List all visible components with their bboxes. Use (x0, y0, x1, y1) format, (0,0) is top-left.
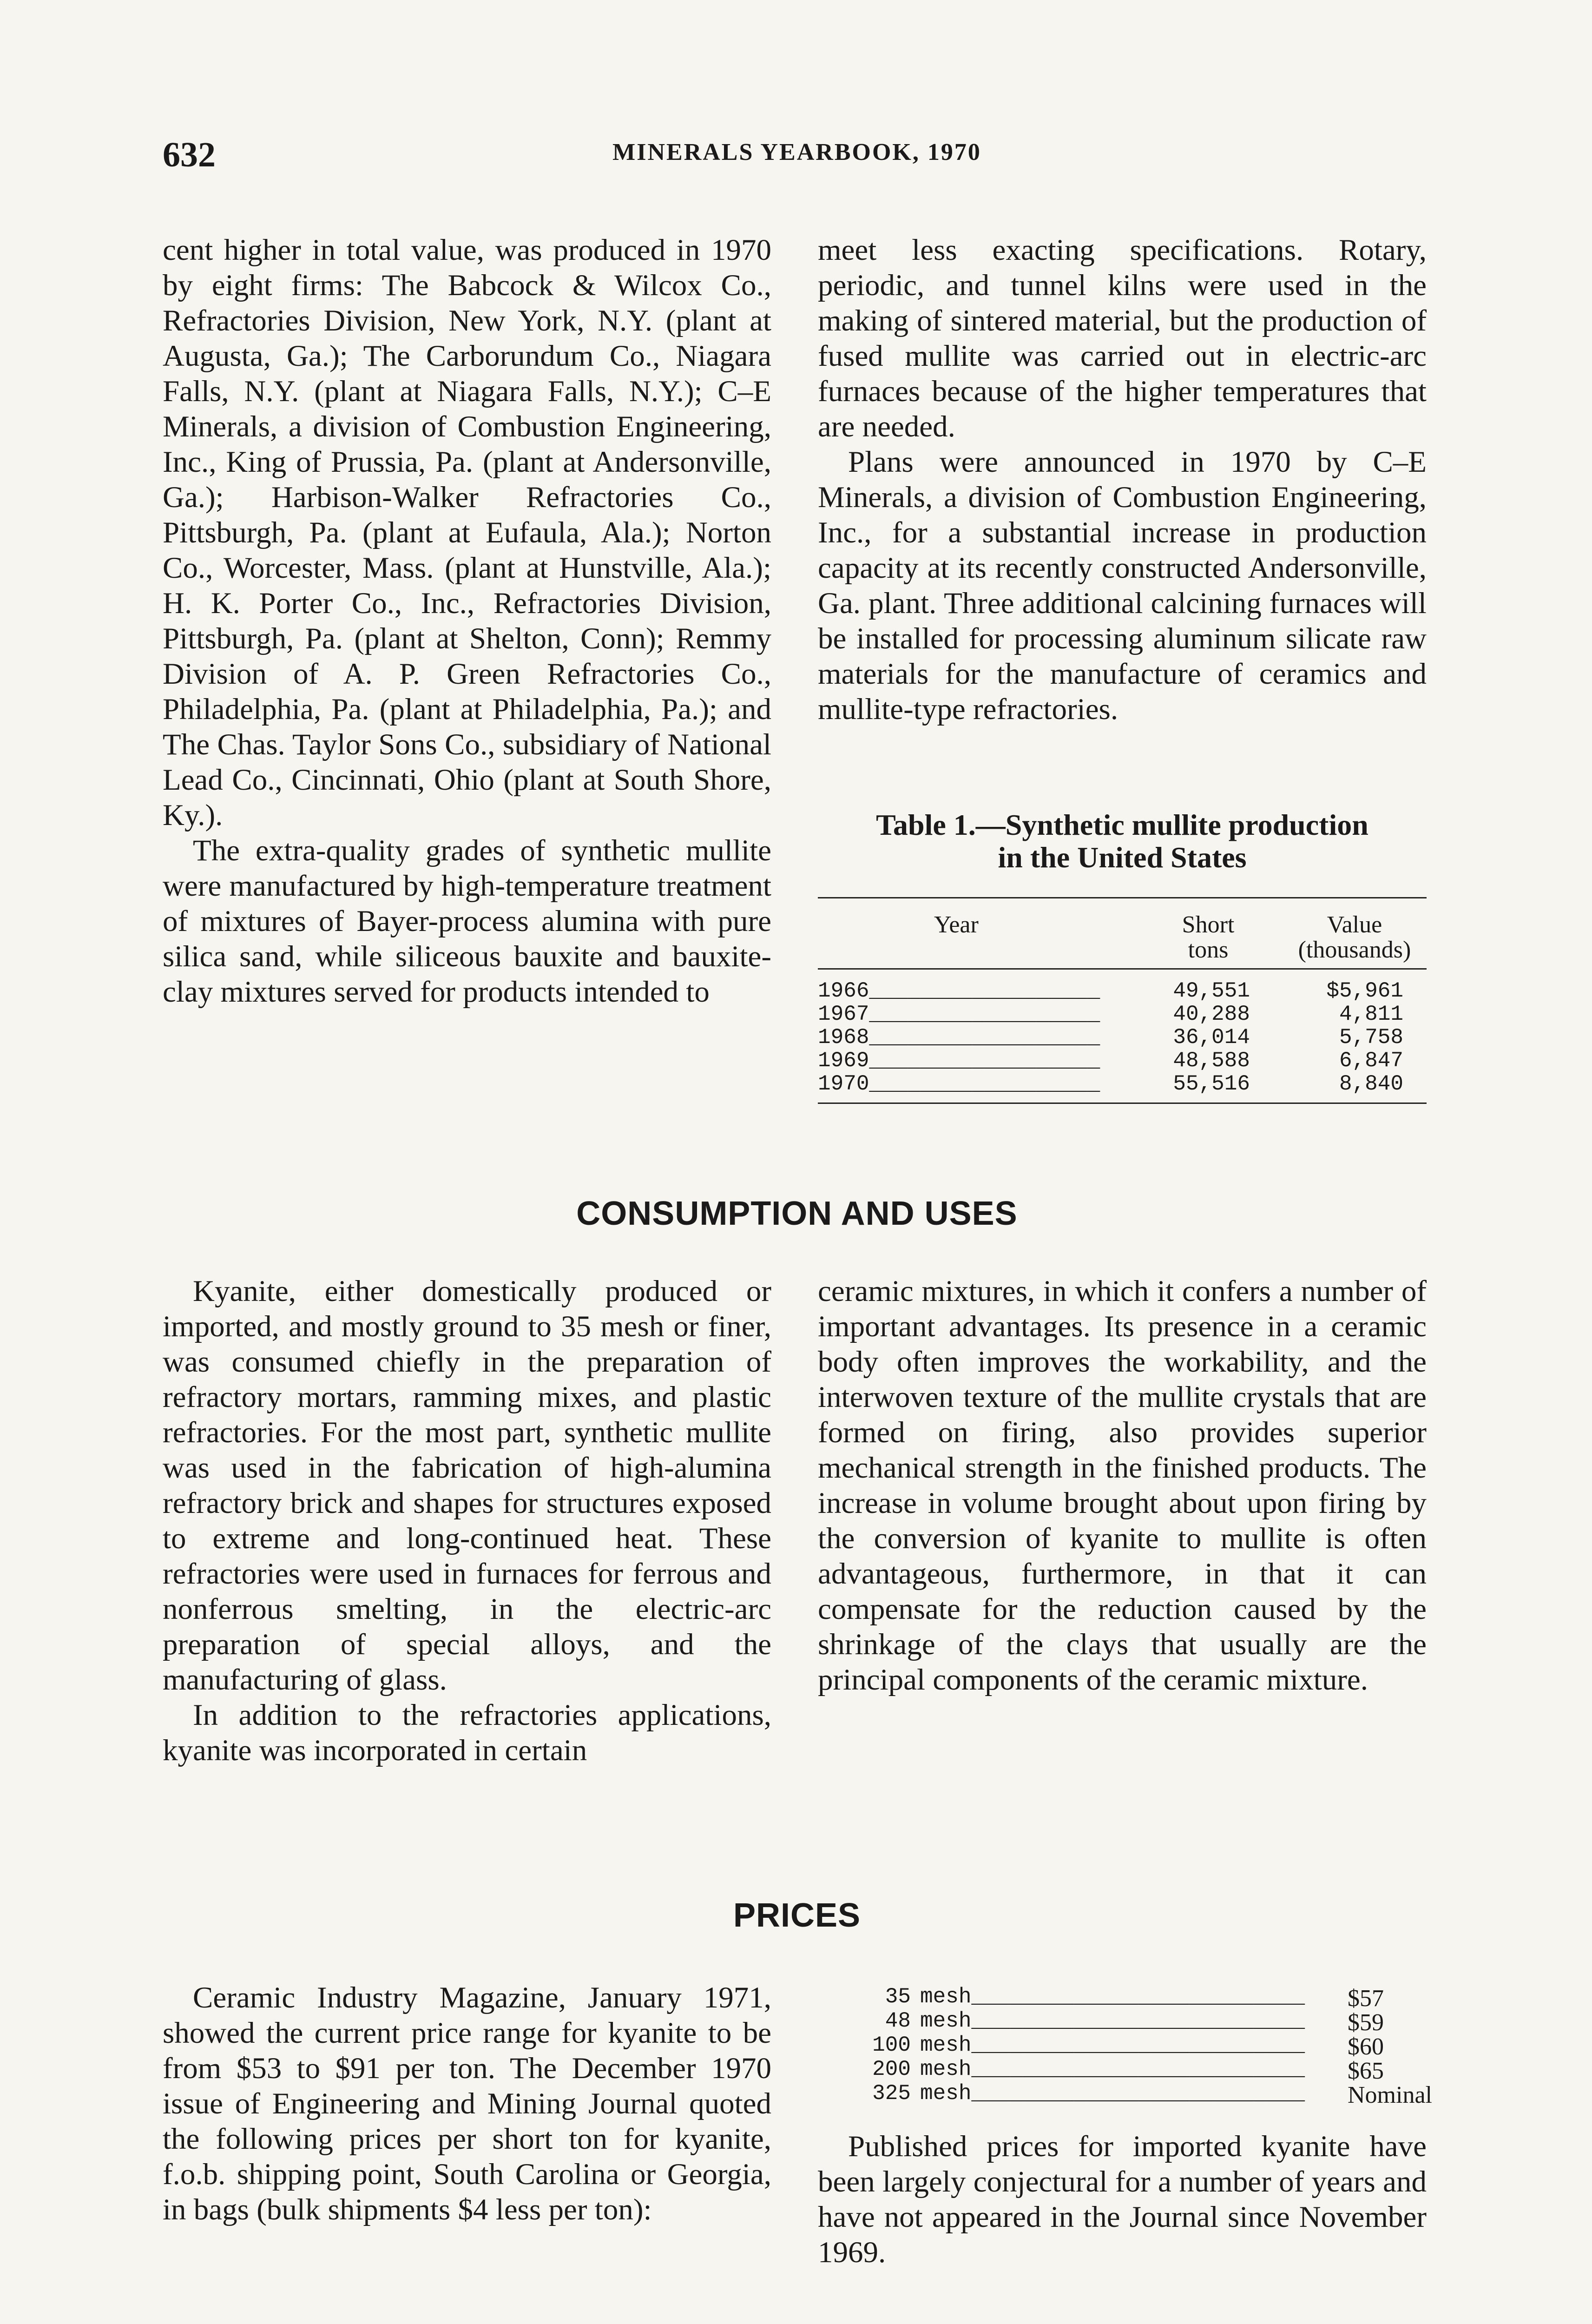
price-label: mesh__________________________ (920, 1985, 1305, 2009)
price-mesh: 35 (885, 1985, 911, 2009)
table-row (818, 1002, 1427, 1025)
price-row (818, 2081, 1432, 2108)
kyanite-price-list (818, 1985, 1432, 2108)
paragraph: ceramic mixtures, in which it confers a number of important advantages. Its presence in a ceramic body often improves the workability, and the interwoven texture of the mullite crystals that are formed on firing, also provides superior mechanical strength in the finished products. The increase in volume brought about upon firing by the conversion of kyanite to mullite is often advantageous, furthermore, in that it can compensate for the reduction caused by the shrinkage of the clays that usually are the principal components of the ceramic mixture. (818, 1274, 1427, 1697)
cell-tons: 55,516 (1173, 1072, 1250, 1096)
column-header-year: Year (934, 911, 979, 938)
paragraph: meet less exacting specifications. Rotary, periodic, and tunnel kilns were used in the making of sintered material, but the production of fused mullite was carried out in electric-arc furnaces because of the higher temperatures that are needed. (818, 233, 1427, 443)
table-header (818, 898, 1427, 968)
price-label: mesh__________________________ (920, 2057, 1305, 2081)
price-value: Nominal (1348, 2082, 1432, 2108)
price-value: $57 (1348, 1985, 1384, 2012)
cell-year: 1970__________________ (818, 1072, 1100, 1096)
price-value: $65 (1348, 2058, 1384, 2084)
section2-left-column (163, 1274, 771, 1768)
cell-tons: 49,551 (1173, 979, 1250, 1003)
table-body (818, 970, 1427, 1103)
section1-left-column (163, 232, 771, 1010)
price-value: $59 (1348, 2009, 1384, 2036)
price-mesh: 48 (885, 2009, 911, 2033)
mullite-production-table (818, 897, 1427, 1104)
cell-tons: 40,288 (1173, 1002, 1250, 1026)
price-mesh: 100 (872, 2033, 911, 2057)
price-value: $60 (1348, 2034, 1384, 2060)
cell-tons: 48,588 (1173, 1049, 1250, 1073)
table-row (818, 1025, 1427, 1049)
price-row (818, 1985, 1427, 2012)
section-heading-consumption: CONSUMPTION AND USES (576, 1195, 1018, 1232)
section3-right-column (818, 2129, 1427, 2270)
header-line: Value (1327, 911, 1382, 938)
table-caption (818, 809, 1427, 874)
cell-value: 5,758 (1339, 1025, 1403, 1050)
price-mesh: 325 (872, 2081, 911, 2106)
paragraph: In addition to the refractories applications, kyanite was incorporated in certain (163, 1698, 771, 1767)
column-header-value (1283, 912, 1427, 963)
page-number: 632 (163, 135, 216, 174)
table-caption-line: Table 1.—Synthetic mullite production (876, 808, 1368, 841)
paragraph: Kyanite, either domestically produced or imported, and mostly ground to 35 mesh or finer, was consumed chiefly in the preparation of refractory mortars, ramming mixes, and plastic refractories. For the most part, synthetic mullite was used in the fabrication of high-alumina refractory brick and shapes for structures exposed to extreme and long-continued heat. These refractories were used in furnaces for ferrous and nonferrous smelting, in the electric-arc preparation of special alloys, and the manufacturing of glass. (163, 1274, 771, 1697)
paragraph: cent higher in total value, was produced in 1970 by eight firms: The Babcock & Wilcox Co., Refractories Division, New York, N.Y. (plant at Augusta, Ga.); The Carborundum Co., Niagara Falls, N.Y. (plant at Niagara Falls, N.Y.); C–E Minerals, a division of Combustion Engineering, Inc., King of Prussia, Pa. (plant at Andersonville, Ga.); Harbison-Walker Refractories Co., Pittsburgh, Pa. (plant at Eufaula, Ala.); Norton Co., Worcester, Mass. (plant at Hunstville, Ala.); H. K. Porter Co., Inc., Refractories Division, Pittsburgh, Pa. (plant at Shelton, Conn); Remmy Division of A. P. Green Refractories Co., Philadelphia, Pa. (plant at Philadelphia, Pa.); and The Chas. Taylor Sons Co., subsidiary of National Lead Co., Cincinnati, Ohio (plant at South Shore, Ky.). (163, 233, 771, 832)
paragraph: The extra-quality grades of synthetic mullite were manufactured by high-temperature treatment of mixtures of Bayer-process alumina with pure silica sand, while siliceous bauxite and bauxite-clay mixtures served for products intended to (163, 834, 771, 1009)
paragraph: Plans were announced in 1970 by C–E Minerals, a division of Combustion Engineering, Inc., for a substantial increase in production capacity at its recently constructed Andersonville, Ga. plant. Three additional calcining furnaces will be installed for processing aluminum silicate raw materials for the manufacture of ceramics and mullite-type refractories. (818, 445, 1427, 726)
price-label: mesh__________________________ (920, 2081, 1305, 2106)
page-header (163, 135, 1431, 177)
section3-left-column (163, 1980, 771, 2227)
table-row (818, 1072, 1427, 1095)
price-mesh: 200 (872, 2057, 911, 2081)
cell-year: 1966__________________ (818, 979, 1100, 1003)
table-caption-line: in the United States (998, 841, 1247, 874)
header-line: (thousands) (1298, 937, 1411, 963)
section1-right-column (818, 232, 1427, 727)
section2-right-column (818, 1274, 1427, 1697)
section-heading-prices: PRICES (733, 1897, 861, 1934)
table-row (818, 1049, 1427, 1072)
price-row (818, 2057, 1427, 2084)
cell-tons: 36,014 (1173, 1025, 1250, 1050)
price-label: mesh__________________________ (920, 2033, 1305, 2057)
running-head: MINERALS YEARBOOK, 1970 (612, 139, 981, 165)
price-row (818, 2009, 1427, 2036)
cell-year: 1969__________________ (818, 1049, 1100, 1073)
column-header-tons (1152, 912, 1264, 963)
cell-value: 4,811 (1339, 1002, 1403, 1026)
header-line: tons (1188, 937, 1229, 963)
cell-value: 8,840 (1339, 1072, 1403, 1096)
paragraph: Ceramic Industry Magazine, January 1971, showed the current price range for kyanite to be from $53 to $91 per ton. The December 1970 issue of Engineering and Mining Journal quoted the following prices per short ton for kyanite, f.o.b. shipping point, South Carolina or Georgia, in bags (bulk shipments $4 less per ton): (163, 1981, 771, 2226)
price-row (818, 2033, 1427, 2060)
cell-value: $5,961 (1326, 979, 1403, 1003)
price-label: mesh__________________________ (920, 2009, 1305, 2033)
cell-value: 6,847 (1339, 1049, 1403, 1073)
table-row (818, 979, 1427, 1002)
cell-year: 1967__________________ (818, 1002, 1100, 1026)
paragraph: Published prices for imported kyanite have been largely conjectural for a number of years and have not appeared in the Journal since November 1969. (818, 2130, 1427, 2269)
cell-year: 1968__________________ (818, 1025, 1100, 1050)
table-rule (818, 1103, 1427, 1104)
header-line: Short (1182, 911, 1235, 938)
